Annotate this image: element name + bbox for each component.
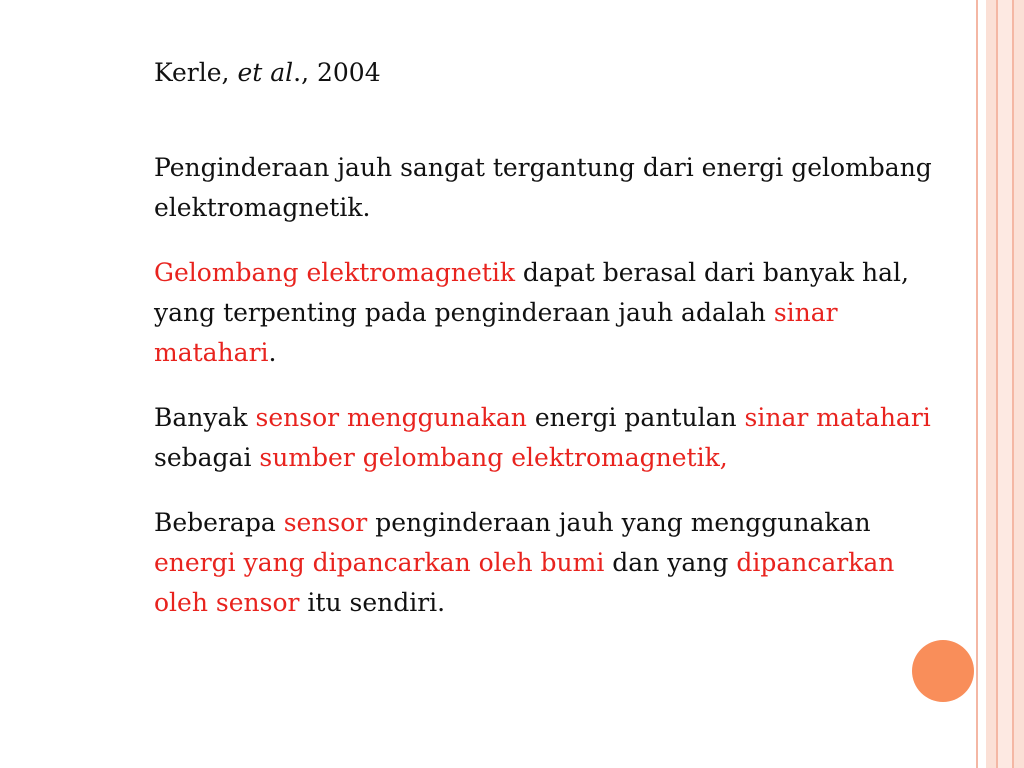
paragraph-text: Banyak [154,403,256,432]
citation [154,56,954,90]
paragraph-text: sebagai [154,443,260,472]
highlighted-text: sensor [283,508,368,537]
paragraph-text: penginderaan jauh yang menggunakan [367,508,871,537]
paragraph-3 [154,398,954,478]
stripe [976,0,978,768]
slide-content [154,56,954,648]
highlighted-text: sensor menggunakan [255,403,527,432]
highlighted-text: sumber gelombang elektromagnetik, [259,443,728,472]
citation-author: Kerle, [154,58,238,87]
highlighted-text: dipancarkan oleh sensor [154,548,895,617]
paragraph-text: dan yang [604,548,737,577]
highlighted-text: sinar matahari [744,403,931,432]
paragraph-text: itu sendiri. [299,588,446,617]
decorative-orange-circle [912,640,974,702]
paragraph-text: . [268,338,277,367]
paragraph-2 [154,253,954,373]
highlighted-text: Gelombang elektromagnetik [154,258,515,287]
highlighted-text: energi yang dipancarkan oleh bumi [154,548,605,577]
paragraph-4 [154,503,954,623]
stripe [998,0,1012,768]
paragraph-text: Penginderaan jauh sangat tergantung dari energi gelombang elektromagnetik. [154,153,932,222]
paragraph-text: energi pantulan [526,403,745,432]
stripe [1014,0,1024,768]
highlighted-text: sinar matahari [154,298,838,367]
citation-year: ., 2004 [293,58,381,87]
paragraph-1 [154,148,954,228]
paragraph-text: dapat berasal dari banyak hal, yang terpenting pada penginderaan jauh adalah [154,258,909,327]
decorative-stripes [976,0,1024,768]
paragraph-text: Beberapa [154,508,284,537]
stripe [986,0,996,768]
citation-etal: et al [237,58,294,87]
